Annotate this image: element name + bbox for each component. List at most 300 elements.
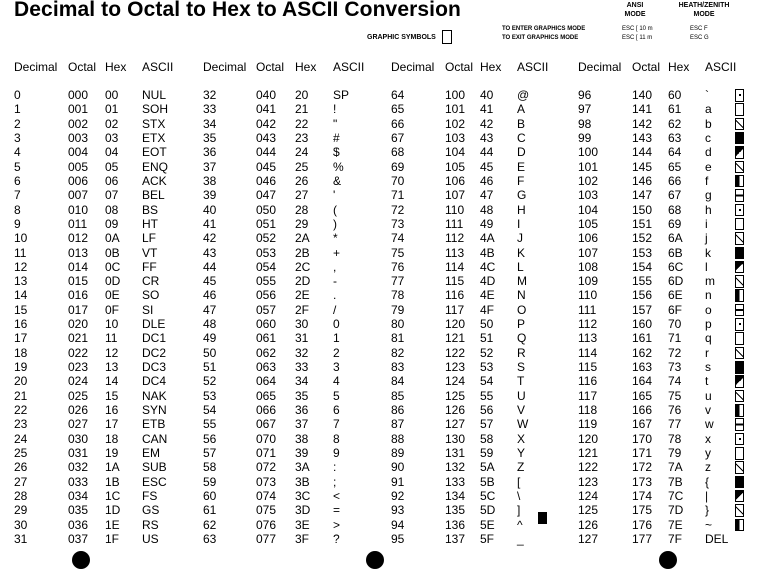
octal-cell: 006 <box>68 173 89 188</box>
hex-cell: 48 <box>480 202 494 217</box>
decimal-cell: 127 <box>578 531 599 546</box>
hex-cell: 19 <box>105 446 119 460</box>
decimal-cell: 116 <box>578 374 598 389</box>
octal-cell: 002 <box>68 116 89 131</box>
hex-cell: 27 <box>295 188 309 203</box>
decimal-cell: 48 <box>203 317 217 332</box>
decimal-cell: 19 <box>14 360 28 375</box>
ascii-cell: VT <box>142 245 158 260</box>
octal-cell: 061 <box>256 331 277 346</box>
octal-cell: 175 <box>632 503 653 518</box>
hex-cell: 4C <box>480 259 496 274</box>
decimal-cell: 85 <box>391 388 405 403</box>
hex-cell: 3D <box>295 503 311 518</box>
decimal-cell: 96 <box>578 88 592 102</box>
ascii-cell: DC3 <box>142 360 167 375</box>
ascii-cell: " <box>333 116 338 131</box>
decimal-cell: 122 <box>578 460 599 475</box>
hex-cell: 06 <box>105 173 119 188</box>
hex-cell: 6D <box>668 274 684 289</box>
octal-cell: 122 <box>445 345 466 360</box>
hex-cell: 72 <box>668 345 682 360</box>
octal-cell: 125 <box>445 388 466 403</box>
decimal-cell: 90 <box>391 460 405 475</box>
ascii-cell: S <box>517 360 526 375</box>
graphic-symbol-icon <box>735 189 744 202</box>
octal-cell: 024 <box>68 374 89 389</box>
octal-cell: 140 <box>632 88 653 102</box>
graphic-symbol-icon <box>735 161 744 174</box>
hex-cell: 0C <box>105 259 121 274</box>
octal-cell: 103 <box>445 130 466 145</box>
decimal-cell: 7 <box>14 188 21 203</box>
octal-cell: 156 <box>632 288 653 303</box>
ascii-cell: CAN <box>142 431 168 446</box>
octal-cell: 165 <box>632 388 653 403</box>
hex-cell: 3A <box>295 460 310 475</box>
decimal-cell: 66 <box>391 116 405 131</box>
octal-cell: 143 <box>632 130 653 145</box>
ascii-cell: HT <box>142 216 158 231</box>
hex-cell: 16 <box>105 403 119 418</box>
octal-cell: 001 <box>68 102 89 117</box>
octal-cell: 123 <box>445 360 466 375</box>
octal-cell: 131 <box>445 446 466 460</box>
octal-cell: 124 <box>445 374 466 389</box>
ascii-cell: N <box>517 288 526 303</box>
ascii-cell: ETX <box>142 130 166 145</box>
ascii-cell: r <box>705 345 709 360</box>
octal-cell: 031 <box>68 446 89 460</box>
octal-cell: 117 <box>445 302 465 317</box>
ascii-cell: P <box>517 317 526 332</box>
decimal-cell: 107 <box>578 245 599 260</box>
decimal-cell: 57 <box>203 446 217 460</box>
hex-cell: 34 <box>295 374 309 389</box>
octal-cell: 173 <box>632 474 653 489</box>
decimal-cell: 30 <box>14 517 28 532</box>
decimal-cell: 124 <box>578 488 599 503</box>
octal-cell: 077 <box>256 531 277 546</box>
decimal-cell: 52 <box>203 374 217 389</box>
octal-cell: 037 <box>68 531 89 546</box>
decimal-cell: 76 <box>391 259 405 274</box>
decimal-cell: 6 <box>14 173 21 188</box>
hex-cell: 57 <box>480 417 494 432</box>
decimal-cell: 35 <box>203 130 217 145</box>
octal-cell: 130 <box>445 431 466 446</box>
octal-cell: 005 <box>68 159 89 174</box>
hex-cell: 04 <box>105 145 119 160</box>
hex-cell: 2D <box>295 274 311 289</box>
hex-cell: 58 <box>480 431 494 446</box>
decimal-cell: 118 <box>578 403 598 418</box>
graphic-symbol-icon <box>735 404 744 417</box>
exit-graphics-mode-text: TO EXIT GRAPHICS MODE <box>502 35 579 41</box>
hex-cell: 66 <box>668 173 682 188</box>
decimal-cell: 22 <box>14 403 28 418</box>
graphic-symbol-icon <box>735 361 744 374</box>
octal-cell: 135 <box>445 503 466 518</box>
graphic-symbol-icon <box>735 247 744 260</box>
hex-cell: 77 <box>668 417 682 432</box>
decimal-cell: 45 <box>203 274 217 289</box>
ascii-cell: [ <box>517 474 521 489</box>
hex-cell: 44 <box>480 145 494 160</box>
decimal-cell: 33 <box>203 102 217 117</box>
octal-cell: 113 <box>445 245 465 260</box>
ascii-cell: ; <box>333 474 337 489</box>
ascii-cell: GS <box>142 503 160 518</box>
octal-cell: 121 <box>445 331 466 346</box>
decimal-cell: 14 <box>14 288 28 303</box>
ascii-cell: j <box>705 231 708 246</box>
ascii-cell: 1 <box>333 331 340 346</box>
ascii-cell: } <box>705 503 710 518</box>
hex-cell: 25 <box>295 159 309 174</box>
ascii-cell: L <box>517 259 524 274</box>
ascii-cell: EM <box>142 446 160 460</box>
hex-cell: 14 <box>105 374 119 389</box>
octal-cell: 171 <box>632 446 653 460</box>
hex-cell: 7C <box>668 488 684 503</box>
octal-cell: 147 <box>632 188 653 203</box>
octal-cell: 152 <box>632 231 653 246</box>
ascii-cell: SP <box>333 88 350 102</box>
hex-cell: 21 <box>295 102 309 117</box>
hex-cell: 73 <box>668 360 682 375</box>
octal-cell: 043 <box>256 130 277 145</box>
hex-cell: 32 <box>295 345 309 360</box>
octal-cell: 022 <box>68 345 89 360</box>
hex-cell: 6C <box>668 259 684 274</box>
graphic-symbol-icon <box>735 304 744 317</box>
decimal-cell: 39 <box>203 188 217 203</box>
decimal-cell: 94 <box>391 517 405 532</box>
octal-cell: 146 <box>632 173 653 188</box>
octal-cell: 056 <box>256 288 277 303</box>
ascii-cell: DC2 <box>142 345 167 360</box>
octal-cell: 162 <box>632 345 653 360</box>
ascii-cell: b <box>705 116 712 131</box>
octal-cell: 155 <box>632 274 653 289</box>
decimal-cell: 125 <box>578 503 599 518</box>
hex-cell: 6B <box>668 245 683 260</box>
ansi-header-line-2: MODE <box>624 11 646 18</box>
ascii-cell: EOT <box>142 145 167 160</box>
ansi-header-line-1: ANSI <box>626 2 644 9</box>
ascii-cell: i <box>705 216 708 231</box>
hex-cell: 28 <box>295 202 309 217</box>
octal-cell: 157 <box>632 302 653 317</box>
octal-cell: 106 <box>445 173 466 188</box>
ascii-cell: Q <box>517 331 527 346</box>
octal-cell: 104 <box>445 145 466 160</box>
octal-cell: 073 <box>256 474 277 489</box>
hex-cell: 5D <box>480 503 496 518</box>
octal-cell: 020 <box>68 317 89 332</box>
octal-cell: 060 <box>256 317 277 332</box>
octal-cell: 025 <box>68 388 89 403</box>
hex-cell: 29 <box>295 216 309 231</box>
hex-cell: 00 <box>105 88 119 102</box>
graphic-symbol-icon <box>735 146 744 159</box>
decimal-cell: 24 <box>14 431 28 446</box>
heath-header-line-1: HEATH/ZENITH <box>678 2 730 9</box>
ascii-cell: G <box>517 188 527 203</box>
decimal-cell: 64 <box>391 88 405 102</box>
hex-cell: 52 <box>480 345 494 360</box>
graphic-symbol-icon <box>735 175 744 188</box>
hex-cell: 1D <box>105 503 121 518</box>
ascii-cell: 5 <box>333 388 340 403</box>
ascii-cell: t <box>705 374 709 389</box>
octal-cell: 033 <box>68 474 89 489</box>
octal-cell: 150 <box>632 202 653 217</box>
decimal-cell: 26 <box>14 460 28 475</box>
ascii-cell: n <box>705 288 712 303</box>
octal-cell: 036 <box>68 517 89 532</box>
graphic-symbol-icon <box>735 461 744 474</box>
ascii-cell: FF <box>142 259 157 274</box>
octal-cell: 027 <box>68 417 89 432</box>
decimal-cell: 27 <box>14 474 28 489</box>
hex-cell: 0D <box>105 274 121 289</box>
ascii-cell: x <box>705 431 711 446</box>
ascii-cell: z <box>705 460 711 475</box>
hex-cell: 47 <box>480 188 494 203</box>
octal-cell: 011 <box>68 216 88 231</box>
decimal-cell: 98 <box>578 116 592 131</box>
octal-cell: 071 <box>256 446 277 460</box>
octal-cell: 035 <box>68 503 89 518</box>
ascii-cell: X <box>517 431 526 446</box>
hex-cell: 5C <box>480 488 496 503</box>
ascii-cell: NAK <box>142 388 167 403</box>
hex-cell: 43 <box>480 130 494 145</box>
ascii-cell: y <box>705 446 711 460</box>
ascii-cell: ^ <box>517 517 523 532</box>
heath-mode-codes <box>690 25 709 43</box>
decimal-cell: 60 <box>203 488 217 503</box>
decimal-cell: 74 <box>391 231 405 246</box>
hex-cell: 01 <box>105 102 119 117</box>
heath-exit-code: ESC G <box>690 35 709 41</box>
decimal-cell: 36 <box>203 145 217 160</box>
hex-cell: 65 <box>668 159 682 174</box>
decimal-cell: 81 <box>391 331 405 346</box>
graphic-symbol-icon <box>735 204 744 217</box>
graphic-symbol-icon <box>735 103 744 116</box>
ascii-cell: = <box>333 503 341 518</box>
decimal-cell: 51 <box>203 360 217 375</box>
hex-cell: 30 <box>295 317 309 332</box>
decimal-cell: 126 <box>578 517 599 532</box>
decimal-cell: 8 <box>14 202 21 217</box>
decimal-cell: 79 <box>391 302 405 317</box>
octal-cell: 076 <box>256 517 277 532</box>
ascii-cell: B <box>517 116 526 131</box>
graphic-symbol-icon <box>735 232 744 245</box>
octal-cell: 100 <box>445 88 466 102</box>
ascii-cell: # <box>333 130 340 145</box>
hex-cell: 24 <box>295 145 309 160</box>
decimal-cell: 103 <box>578 188 599 203</box>
decimal-cell: 83 <box>391 360 405 375</box>
hex-cell: 55 <box>480 388 494 403</box>
octal-cell: 167 <box>632 417 653 432</box>
octal-cell: 042 <box>256 116 277 131</box>
octal-cell: 012 <box>68 231 89 246</box>
decimal-cell: 28 <box>14 488 28 503</box>
ascii-cell: / <box>333 302 337 317</box>
hex-cell: 54 <box>480 374 494 389</box>
octal-cell: 134 <box>445 488 466 503</box>
hex-cell: 05 <box>105 159 119 174</box>
graphics-mode-instructions <box>502 25 585 43</box>
ascii-cell: ? <box>333 531 340 546</box>
decimal-cell: 93 <box>391 503 405 518</box>
decimal-cell: 108 <box>578 259 599 274</box>
octal-cell: 127 <box>445 417 466 432</box>
graphic-symbol-icon <box>735 132 744 145</box>
hex-cell: 08 <box>105 202 119 217</box>
hex-cell: 1F <box>105 531 120 546</box>
decimal-cell: 20 <box>14 374 28 389</box>
ascii-cell: SI <box>142 302 154 317</box>
binder-hole-left <box>72 551 90 569</box>
graphic-symbol-icon <box>735 347 744 360</box>
column-header-octal: Octal <box>256 60 285 74</box>
hex-cell: 26 <box>295 173 309 188</box>
ascii-cell: g <box>705 188 712 203</box>
graphic-symbols-legend <box>367 30 452 44</box>
octal-cell: 040 <box>256 88 277 102</box>
ascii-cell: SYN <box>142 403 167 418</box>
graphic-symbol-icon <box>538 512 547 525</box>
column-header-hex: Hex <box>668 60 690 74</box>
octal-cell: 137 <box>445 531 466 546</box>
hex-cell: 37 <box>295 417 309 432</box>
ascii-cell: h <box>705 202 712 217</box>
column-header-ascii: ASCII <box>517 60 549 74</box>
octal-cell: 026 <box>68 403 89 418</box>
decimal-cell: 97 <box>578 102 592 117</box>
decimal-cell: 109 <box>578 274 599 289</box>
ascii-cell: I <box>517 216 521 231</box>
graphic-symbol-icon <box>735 390 744 403</box>
hex-cell: 33 <box>295 360 309 375</box>
octal-cell: 172 <box>632 460 653 475</box>
octal-cell: 052 <box>256 231 277 246</box>
column-header-decimal: Decimal <box>391 60 435 74</box>
octal-cell: 003 <box>68 130 89 145</box>
octal-cell: 013 <box>68 245 89 260</box>
hex-cell: 31 <box>295 331 309 346</box>
ascii-cell: _ <box>517 531 524 546</box>
ascii-cell: u <box>705 388 712 403</box>
hex-cell: 62 <box>668 116 682 131</box>
hex-cell: 71 <box>668 331 682 346</box>
hex-cell: 46 <box>480 173 494 188</box>
decimal-cell: 88 <box>391 431 405 446</box>
decimal-cell: 15 <box>14 302 28 317</box>
octal-cell: 116 <box>445 288 465 303</box>
decimal-cell: 72 <box>391 202 405 217</box>
ascii-cell: . <box>333 288 337 303</box>
octal-cell: 164 <box>632 374 653 389</box>
graphic-symbols-label: GRAPHIC SYMBOLS <box>367 33 436 41</box>
decimal-cell: 92 <box>391 488 405 503</box>
decimal-cell: 46 <box>203 288 217 303</box>
heath-zenith-mode-header <box>665 1 743 19</box>
hex-cell: 7A <box>668 460 683 475</box>
decimal-cell: 1 <box>14 102 21 117</box>
octal-cell: 112 <box>445 231 465 246</box>
octal-cell: 032 <box>68 460 89 475</box>
ascii-cell: ` <box>705 88 709 102</box>
decimal-cell: 56 <box>203 431 217 446</box>
graphic-symbol-icon <box>735 118 744 131</box>
ascii-cell: 4 <box>333 374 340 389</box>
ascii-cell: T <box>517 374 525 389</box>
ascii-cell: US <box>142 531 159 546</box>
ascii-cell: \ <box>517 488 521 503</box>
hex-cell: 67 <box>668 188 682 203</box>
hex-cell: 36 <box>295 403 309 418</box>
decimal-cell: 104 <box>578 202 599 217</box>
decimal-cell: 101 <box>578 159 599 174</box>
decimal-cell: 37 <box>203 159 217 174</box>
decimal-cell: 86 <box>391 403 405 418</box>
column-header-ascii: ASCII <box>333 60 365 74</box>
ascii-cell: a <box>705 102 712 117</box>
ascii-cell: @ <box>517 88 530 102</box>
decimal-cell: 123 <box>578 474 599 489</box>
ascii-cell: R <box>517 345 526 360</box>
ascii-cell: BEL <box>142 188 165 203</box>
octal-cell: 051 <box>256 216 277 231</box>
hex-cell: 6E <box>668 288 683 303</box>
hex-cell: 53 <box>480 360 494 375</box>
decimal-cell: 11 <box>14 245 27 260</box>
octal-cell: 047 <box>256 188 277 203</box>
graphic-symbol-icon <box>735 490 744 503</box>
octal-cell: 053 <box>256 245 277 260</box>
column-header-hex: Hex <box>295 60 317 74</box>
octal-cell: 046 <box>256 173 277 188</box>
decimal-cell: 41 <box>203 216 217 231</box>
hex-cell: 4F <box>480 302 495 317</box>
decimal-cell: 99 <box>578 130 592 145</box>
ascii-cell: > <box>333 517 341 532</box>
octal-cell: 163 <box>632 360 653 375</box>
graphic-symbol-icon <box>735 418 744 431</box>
octal-cell: 176 <box>632 517 653 532</box>
hex-cell: 7D <box>668 503 684 518</box>
decimal-cell: 49 <box>203 331 217 346</box>
ansi-exit-code: ESC [ 11 m <box>622 35 653 41</box>
ascii-cell: ! <box>333 102 337 117</box>
ascii-cell: 7 <box>333 417 340 432</box>
hex-cell: 39 <box>295 446 309 460</box>
decimal-cell: 10 <box>14 231 28 246</box>
octal-cell: 132 <box>445 460 466 475</box>
decimal-cell: 111 <box>578 302 597 317</box>
hex-cell: 68 <box>668 202 682 217</box>
hex-cell: 15 <box>105 388 119 403</box>
ascii-cell: e <box>705 159 712 174</box>
